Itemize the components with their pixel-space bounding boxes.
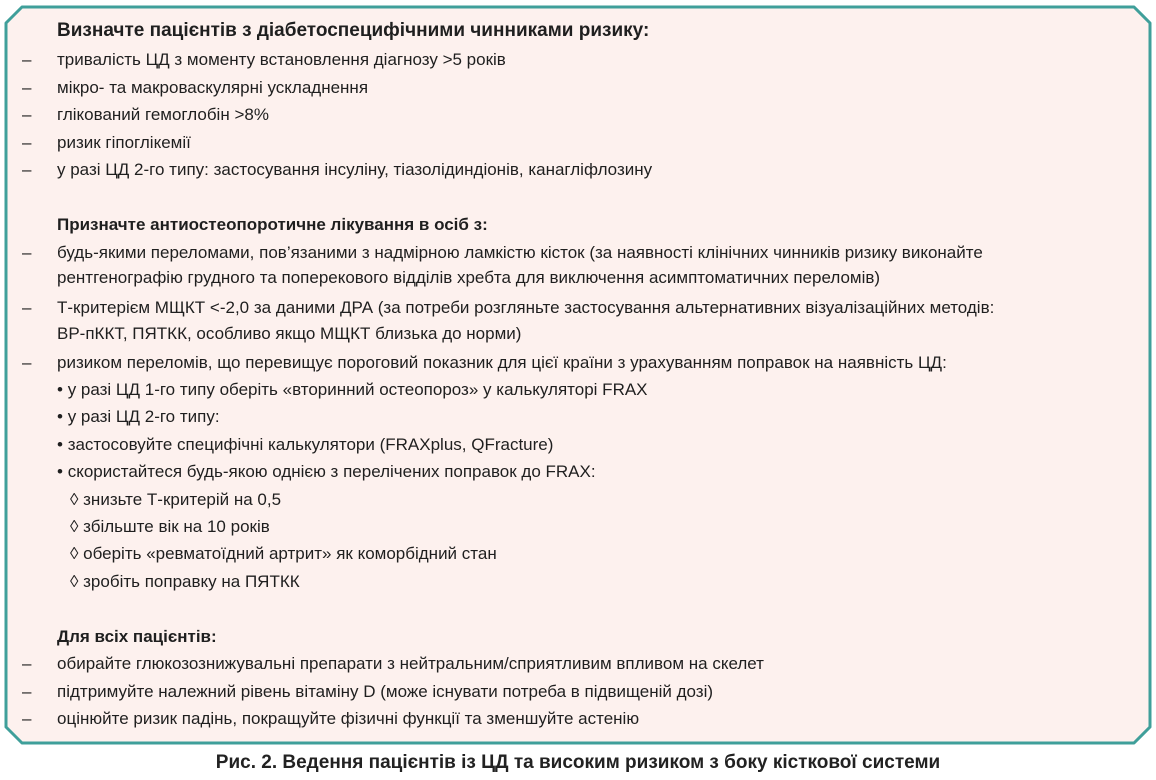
figure-caption: Рис. 2. Ведення пацієнтів із ЦД та високим ризиком з боку кісткової системи <box>215 752 941 773</box>
